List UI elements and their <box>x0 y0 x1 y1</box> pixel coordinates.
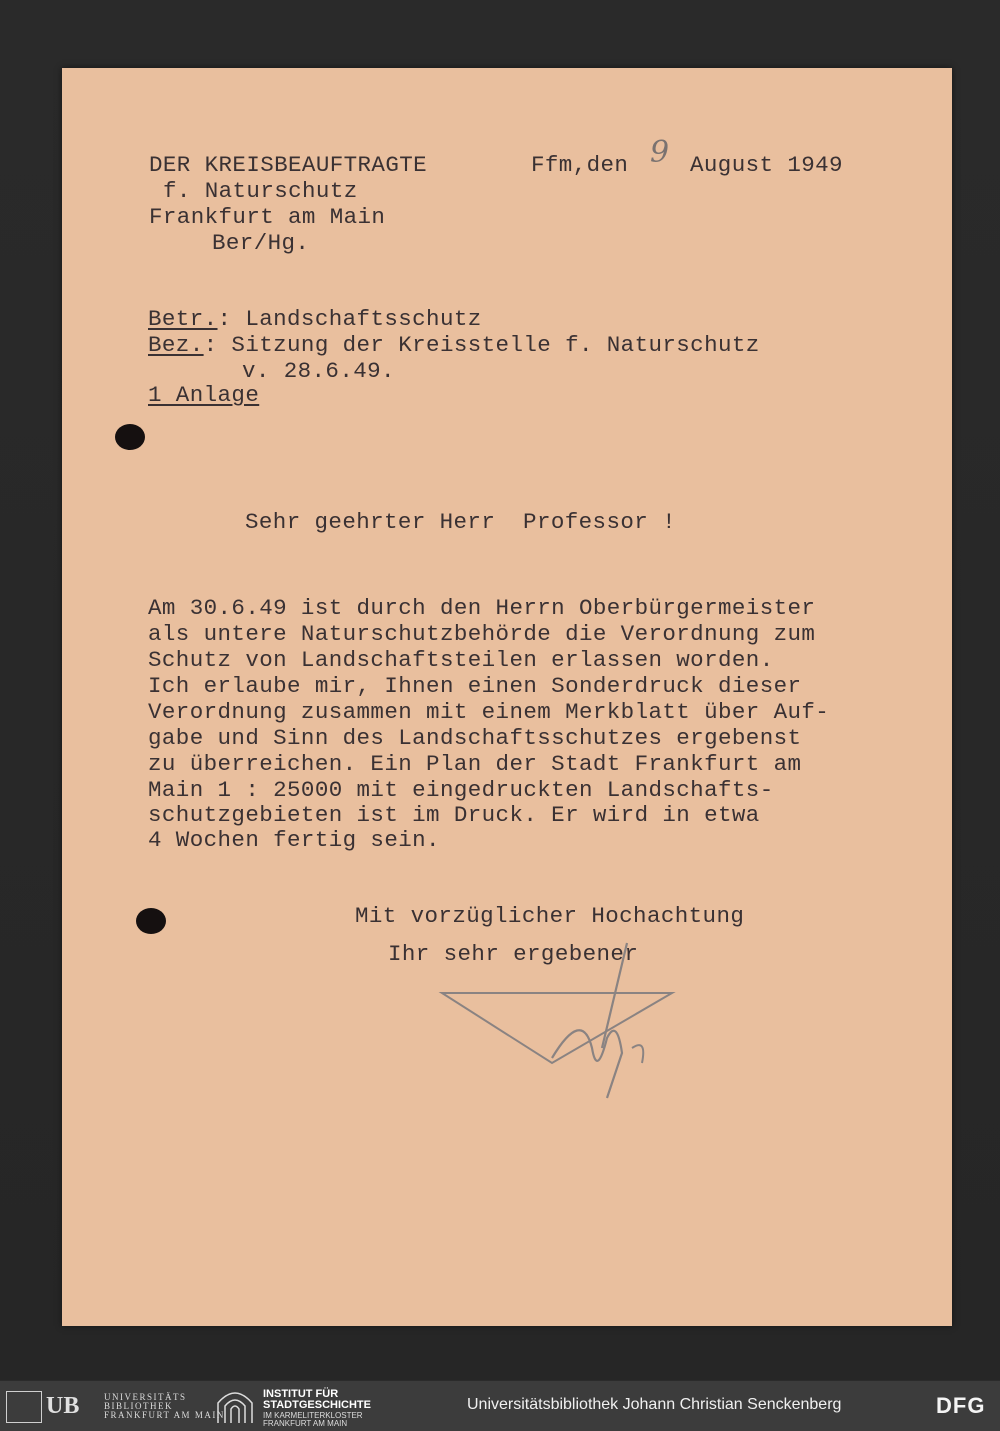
body-line: 4 Wochen fertig sein. <box>148 827 440 853</box>
betr-text: : Landschaftsschutz <box>217 306 482 332</box>
closing-line-2: Ihr sehr ergebener <box>388 941 639 967</box>
body-line: schutzgebieten ist im Druck. Er wird in etwa <box>148 802 760 828</box>
ub-line-2: BIBLIOTHEK <box>104 1401 173 1411</box>
library-name: Universitätsbibliothek Johann Christian Senckenberg <box>467 1396 842 1413</box>
isg-title <box>263 1389 371 1411</box>
ub-text <box>104 1393 225 1420</box>
anlage-line: 1 Anlage <box>148 382 260 408</box>
date-month-year: August 1949 <box>690 152 843 178</box>
betr-label: Betr. <box>148 306 218 332</box>
isg-line-1: INSTITUT FÜR <box>263 1388 339 1400</box>
date-prefix: Ffm,den <box>531 152 629 178</box>
salutation: Sehr geehrter Herr Professor ! <box>245 509 676 535</box>
isg-logo <box>215 1388 415 1428</box>
sender-line-3: Frankfurt am Main <box>149 204 386 230</box>
closing-line-1: Mit vorzüglicher Hochachtung <box>355 903 745 929</box>
bez-label: Bez. <box>148 332 204 358</box>
body-line: Am 30.6.49 ist durch den Herrn Oberbürgermeister <box>148 595 816 621</box>
arch-icon <box>215 1389 255 1423</box>
punch-hole-bottom <box>136 908 166 934</box>
ub-logo <box>6 1391 225 1421</box>
isg-line-4: FRANKFURT AM MAIN <box>263 1419 348 1428</box>
date-handwritten-day: 9 <box>650 135 670 170</box>
bez-text: : Sitzung der Kreisstelle f. Naturschutz <box>203 332 760 358</box>
punch-hole-top <box>115 424 145 450</box>
isg-line-2: STADTGESCHICHTE <box>263 1399 371 1411</box>
body-line: Schutz von Landschaftsteilen erlassen worden. <box>148 647 774 673</box>
bez-line-2: v. 28.6.49. <box>242 358 395 384</box>
signature <box>432 938 692 1108</box>
ub-line-1: UNIVERSITÄTS <box>104 1392 187 1402</box>
isg-subtitle <box>263 1412 363 1428</box>
portrait-icon <box>6 1391 42 1423</box>
ub-line-3: FRANKFURT AM MAIN <box>104 1410 225 1420</box>
sender-line-2: f. Naturschutz <box>163 178 358 204</box>
body-line: Verordnung zusammen mit einem Merkblatt über Auf- <box>148 699 830 725</box>
sender-line-4: Ber/Hg. <box>212 230 310 256</box>
body-line: Main 1 : 25000 mit eingedruckten Landschafts- <box>148 777 774 803</box>
ub-letters: UB <box>46 1393 80 1419</box>
letter-sheet <box>62 68 952 1326</box>
sender-line-1: DER KREISBEAUFTRAGTE <box>149 152 428 178</box>
body-line: Ich erlaube mir, Ihnen einen Sonderdruck dieser <box>148 673 802 699</box>
bez-line <box>148 332 760 358</box>
body-line: gabe und Sinn des Landschaftsschutzes ergebenst <box>148 725 802 751</box>
betr-line <box>148 306 482 332</box>
footer-bar <box>0 1381 1000 1431</box>
isg-line-3: IM KARMELITERKLOSTER <box>263 1411 363 1420</box>
body-line: zu überreichen. Ein Plan der Stadt Frankfurt am <box>148 751 802 777</box>
body-line: als untere Naturschutzbehörde die Verordnung zum <box>148 621 816 647</box>
dfg-logo: DFG <box>936 1393 986 1418</box>
